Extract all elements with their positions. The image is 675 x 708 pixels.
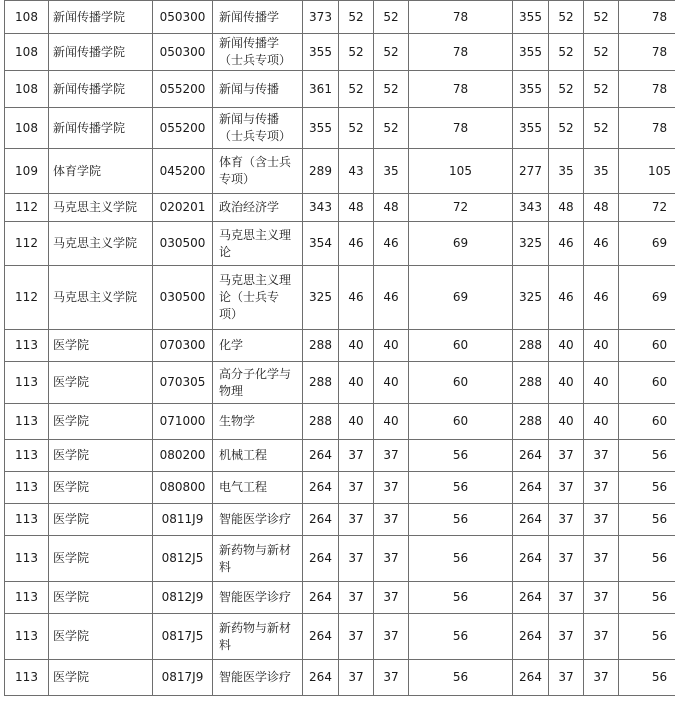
subject2-score-cell: 37	[374, 582, 409, 614]
subject3-score-cell: 69	[409, 266, 513, 330]
major-name-line: 新闻传播学	[219, 9, 280, 24]
subject1-score-2-cell: 37	[549, 660, 584, 696]
subject2-score-2-cell: 35	[584, 149, 619, 194]
college-cell: 医学院	[49, 536, 153, 582]
major-code-cell: 080800	[153, 472, 213, 504]
subject3-score-2-cell: 56	[619, 614, 675, 660]
subject3-score-cell: 56	[409, 536, 513, 582]
major-code-cell: 070305	[153, 362, 213, 404]
college-cell: 医学院	[49, 404, 153, 440]
major-code-cell: 050300	[153, 1, 213, 34]
major-name-line: 生物学	[219, 414, 256, 428]
subject2-score-2-cell: 52	[584, 71, 619, 108]
major-name-line: 新闻与传播	[219, 81, 280, 96]
major-code-cell: 055200	[153, 71, 213, 108]
unit-code-cell: 113	[5, 330, 49, 362]
table-row	[5, 194, 675, 222]
subject1-score-cell: 52	[339, 71, 374, 108]
unit-code-cell: 113	[5, 504, 49, 536]
subject1-score-2-cell: 40	[549, 330, 584, 362]
subject3-score-cell: 60	[409, 362, 513, 404]
subject3-score-2-cell: 56	[619, 536, 675, 582]
major-name-line: 体育（含士兵	[219, 155, 292, 169]
subject2-score-cell: 37	[374, 660, 409, 696]
major-name-cell	[213, 34, 303, 71]
table-row	[5, 362, 675, 404]
major-code-cell: 0812J9	[153, 582, 213, 614]
subject1-score-cell: 43	[339, 149, 374, 194]
subject3-score-2-cell: 69	[619, 266, 675, 330]
subject1-score-2-cell: 35	[549, 149, 584, 194]
subject2-score-cell: 37	[374, 614, 409, 660]
major-code-cell: 0812J5	[153, 536, 213, 582]
total-score-cell: 288	[303, 362, 339, 404]
subject1-score-cell: 40	[339, 330, 374, 362]
major-name-line: 化学	[219, 338, 244, 352]
subject3-score-cell: 60	[409, 330, 513, 362]
subject1-score-2-cell: 52	[549, 1, 584, 34]
total-score-cell: 373	[303, 1, 339, 34]
major-name-cell	[213, 614, 303, 660]
subject1-score-cell: 52	[339, 108, 374, 149]
major-code-cell: 030500	[153, 222, 213, 266]
subject3-score-cell: 60	[409, 404, 513, 440]
subject3-score-cell: 69	[409, 222, 513, 266]
unit-code-cell: 113	[5, 440, 49, 472]
major-name-line: 电气工程	[219, 480, 268, 494]
table-row	[5, 440, 675, 472]
total-score-cell: 354	[303, 222, 339, 266]
total-score-2-cell: 343	[513, 194, 549, 222]
subject3-score-2-cell: 56	[619, 582, 675, 614]
subject2-score-cell: 35	[374, 149, 409, 194]
subject2-score-2-cell: 37	[584, 536, 619, 582]
college-cell: 医学院	[49, 362, 153, 404]
major-code-cell: 080200	[153, 440, 213, 472]
major-name-line: 新药物与新材	[219, 542, 292, 557]
subject3-score-cell: 78	[409, 34, 513, 71]
subject1-score-2-cell: 37	[549, 536, 584, 582]
college-cell: 新闻传播学院	[49, 1, 153, 34]
subject2-score-2-cell: 48	[584, 194, 619, 222]
unit-code-cell: 108	[5, 71, 49, 108]
total-score-2-cell: 355	[513, 1, 549, 34]
subject3-score-cell: 56	[409, 582, 513, 614]
total-score-cell: 325	[303, 266, 339, 330]
major-code-cell: 0817J9	[153, 660, 213, 696]
unit-code-cell: 109	[5, 149, 49, 194]
subject3-score-2-cell: 72	[619, 194, 675, 222]
table-row	[5, 266, 675, 330]
subject2-score-cell: 46	[374, 222, 409, 266]
major-name-cell	[213, 1, 303, 34]
college-cell: 医学院	[49, 660, 153, 696]
subject1-score-cell: 37	[339, 440, 374, 472]
unit-code-cell: 113	[5, 582, 49, 614]
subject1-score-2-cell: 37	[549, 472, 584, 504]
subject3-score-2-cell: 78	[619, 34, 675, 71]
subject3-score-2-cell: 56	[619, 504, 675, 536]
unit-code-cell: 108	[5, 34, 49, 71]
total-score-cell: 264	[303, 614, 339, 660]
subject2-score-cell: 37	[374, 536, 409, 582]
major-name-cell	[213, 330, 303, 362]
major-name-line: 马克思主义理	[219, 273, 292, 287]
subject2-score-cell: 37	[374, 440, 409, 472]
major-name-cell	[213, 504, 303, 536]
major-name-line: 料	[219, 637, 232, 652]
college-cell: 医学院	[49, 504, 153, 536]
major-code-cell: 0817J5	[153, 614, 213, 660]
subject1-score-2-cell: 52	[549, 34, 584, 71]
total-score-2-cell: 277	[513, 149, 549, 194]
total-score-2-cell: 264	[513, 660, 549, 696]
subject2-score-2-cell: 37	[584, 582, 619, 614]
major-name-cell	[213, 440, 303, 472]
total-score-2-cell: 288	[513, 404, 549, 440]
subject2-score-2-cell: 37	[584, 472, 619, 504]
subject2-score-2-cell: 52	[584, 108, 619, 149]
subject3-score-cell: 78	[409, 71, 513, 108]
subject2-score-2-cell: 52	[584, 1, 619, 34]
major-name-line: 新闻与传播	[219, 112, 280, 126]
table-row	[5, 71, 675, 108]
unit-code-cell: 108	[5, 108, 49, 149]
subject1-score-cell: 52	[339, 1, 374, 34]
subject1-score-cell: 52	[339, 34, 374, 71]
subject3-score-cell: 56	[409, 504, 513, 536]
subject1-score-2-cell: 40	[549, 362, 584, 404]
subject2-score-cell: 37	[374, 504, 409, 536]
table-row	[5, 330, 675, 362]
subject2-score-2-cell: 46	[584, 266, 619, 330]
table-row	[5, 149, 675, 194]
subject1-score-2-cell: 37	[549, 614, 584, 660]
subject1-score-2-cell: 40	[549, 404, 584, 440]
subject1-score-cell: 48	[339, 194, 374, 222]
major-name-line: （士兵专项）	[219, 53, 292, 67]
subject1-score-cell: 37	[339, 472, 374, 504]
total-score-2-cell: 264	[513, 504, 549, 536]
unit-code-cell: 112	[5, 194, 49, 222]
table-row	[5, 34, 675, 71]
total-score-cell: 264	[303, 660, 339, 696]
subject1-score-cell: 37	[339, 536, 374, 582]
college-cell: 马克思主义学院	[49, 222, 153, 266]
subject2-score-cell: 52	[374, 108, 409, 149]
unit-code-cell: 108	[5, 1, 49, 34]
subject1-score-2-cell: 37	[549, 440, 584, 472]
subject3-score-cell: 72	[409, 194, 513, 222]
subject3-score-cell: 56	[409, 472, 513, 504]
total-score-2-cell: 288	[513, 330, 549, 362]
subject3-score-cell: 78	[409, 108, 513, 149]
subject3-score-2-cell: 78	[619, 1, 675, 34]
major-name-line: 物理	[219, 383, 244, 398]
college-cell: 马克思主义学院	[49, 194, 153, 222]
subject3-score-cell: 78	[409, 1, 513, 34]
major-code-cell: 0811J9	[153, 504, 213, 536]
total-score-2-cell: 264	[513, 472, 549, 504]
subject2-score-2-cell: 46	[584, 222, 619, 266]
total-score-2-cell: 264	[513, 536, 549, 582]
table-row	[5, 1, 675, 34]
major-name-line: 新药物与新材	[219, 620, 292, 635]
table-row	[5, 660, 675, 696]
total-score-2-cell: 355	[513, 108, 549, 149]
subject2-score-cell: 52	[374, 1, 409, 34]
college-cell: 医学院	[49, 472, 153, 504]
college-cell: 新闻传播学院	[49, 34, 153, 71]
major-name-cell	[213, 536, 303, 582]
unit-code-cell: 113	[5, 614, 49, 660]
table-row	[5, 614, 675, 660]
total-score-cell: 288	[303, 404, 339, 440]
subject1-score-cell: 37	[339, 582, 374, 614]
total-score-cell: 355	[303, 108, 339, 149]
table-row	[5, 222, 675, 266]
subject3-score-2-cell: 105	[619, 149, 675, 194]
subject2-score-2-cell: 40	[584, 404, 619, 440]
total-score-2-cell: 355	[513, 34, 549, 71]
major-name-line: 新闻传播学	[219, 36, 280, 50]
college-cell: 医学院	[49, 440, 153, 472]
subject1-score-cell: 40	[339, 362, 374, 404]
subject1-score-2-cell: 48	[549, 194, 584, 222]
subject3-score-cell: 56	[409, 660, 513, 696]
major-name-line: 智能医学诊疗	[219, 670, 292, 684]
subject1-score-cell: 46	[339, 222, 374, 266]
table-body	[5, 1, 675, 696]
college-cell: 马克思主义学院	[49, 266, 153, 330]
unit-code-cell: 112	[5, 266, 49, 330]
subject2-score-2-cell: 37	[584, 614, 619, 660]
subject1-score-cell: 46	[339, 266, 374, 330]
college-cell: 医学院	[49, 614, 153, 660]
table-row	[5, 472, 675, 504]
major-name-line: 高分子化学与	[219, 366, 292, 381]
subject2-score-cell: 40	[374, 362, 409, 404]
subject2-score-2-cell: 40	[584, 330, 619, 362]
subject2-score-cell: 52	[374, 34, 409, 71]
subject1-score-cell: 37	[339, 504, 374, 536]
subject1-score-2-cell: 46	[549, 266, 584, 330]
total-score-2-cell: 288	[513, 362, 549, 404]
subject2-score-2-cell: 40	[584, 362, 619, 404]
subject3-score-cell: 56	[409, 440, 513, 472]
unit-code-cell: 113	[5, 404, 49, 440]
college-cell: 医学院	[49, 330, 153, 362]
subject1-score-2-cell: 52	[549, 108, 584, 149]
major-name-cell	[213, 582, 303, 614]
major-name-cell	[213, 108, 303, 149]
total-score-2-cell: 325	[513, 222, 549, 266]
subject1-score-2-cell: 52	[549, 71, 584, 108]
total-score-cell: 289	[303, 149, 339, 194]
major-code-cell: 055200	[153, 108, 213, 149]
total-score-2-cell: 325	[513, 266, 549, 330]
major-name-cell	[213, 222, 303, 266]
college-cell: 新闻传播学院	[49, 108, 153, 149]
total-score-2-cell: 355	[513, 71, 549, 108]
score-table	[4, 0, 675, 696]
subject2-score-cell: 48	[374, 194, 409, 222]
college-cell: 新闻传播学院	[49, 71, 153, 108]
subject3-score-2-cell: 56	[619, 440, 675, 472]
subject2-score-cell: 40	[374, 330, 409, 362]
college-cell: 医学院	[49, 582, 153, 614]
major-name-cell	[213, 266, 303, 330]
subject3-score-2-cell: 56	[619, 472, 675, 504]
subject2-score-cell: 46	[374, 266, 409, 330]
subject2-score-2-cell: 37	[584, 660, 619, 696]
subject1-score-cell: 37	[339, 614, 374, 660]
major-name-line: 专项）	[219, 172, 256, 186]
total-score-cell: 288	[303, 330, 339, 362]
unit-code-cell: 113	[5, 362, 49, 404]
subject3-score-2-cell: 60	[619, 404, 675, 440]
subject3-score-cell: 105	[409, 149, 513, 194]
subject3-score-cell: 56	[409, 614, 513, 660]
total-score-cell: 361	[303, 71, 339, 108]
major-name-line: 智能医学诊疗	[219, 590, 292, 604]
college-cell: 体育学院	[49, 149, 153, 194]
subject1-score-2-cell: 46	[549, 222, 584, 266]
major-name-line: 马克思主义理	[219, 227, 292, 242]
subject1-score-2-cell: 37	[549, 582, 584, 614]
unit-code-cell: 113	[5, 472, 49, 504]
subject3-score-2-cell: 60	[619, 330, 675, 362]
total-score-2-cell: 264	[513, 582, 549, 614]
total-score-cell: 264	[303, 582, 339, 614]
major-name-cell	[213, 194, 303, 222]
total-score-2-cell: 264	[513, 440, 549, 472]
unit-code-cell: 113	[5, 660, 49, 696]
total-score-cell: 264	[303, 440, 339, 472]
subject1-score-cell: 40	[339, 404, 374, 440]
major-name-line: 机械工程	[219, 448, 268, 462]
major-name-cell	[213, 660, 303, 696]
subject3-score-2-cell: 69	[619, 222, 675, 266]
major-code-cell: 045200	[153, 149, 213, 194]
total-score-cell: 343	[303, 194, 339, 222]
subject1-score-2-cell: 37	[549, 504, 584, 536]
total-score-cell: 264	[303, 472, 339, 504]
subject3-score-2-cell: 56	[619, 660, 675, 696]
subject3-score-2-cell: 78	[619, 108, 675, 149]
subject2-score-cell: 40	[374, 404, 409, 440]
table-row	[5, 536, 675, 582]
major-code-cell: 071000	[153, 404, 213, 440]
table-row	[5, 108, 675, 149]
major-code-cell: 020201	[153, 194, 213, 222]
total-score-2-cell: 264	[513, 614, 549, 660]
major-name-cell	[213, 472, 303, 504]
subject2-score-cell: 37	[374, 472, 409, 504]
major-name-cell	[213, 149, 303, 194]
major-code-cell: 050300	[153, 34, 213, 71]
subject2-score-cell: 52	[374, 71, 409, 108]
major-name-line: 智能医学诊疗	[219, 512, 292, 526]
subject3-score-2-cell: 60	[619, 362, 675, 404]
unit-code-cell: 112	[5, 222, 49, 266]
major-name-line: 料	[219, 559, 232, 574]
table-row	[5, 404, 675, 440]
major-name-line: 论（士兵专	[219, 290, 280, 304]
major-name-line: （士兵专项）	[219, 129, 292, 143]
subject1-score-cell: 37	[339, 660, 374, 696]
total-score-cell: 264	[303, 536, 339, 582]
table-row	[5, 504, 675, 536]
major-code-cell: 070300	[153, 330, 213, 362]
major-name-line: 政治经济学	[219, 200, 280, 214]
total-score-cell: 355	[303, 34, 339, 71]
major-name-cell	[213, 71, 303, 108]
subject3-score-2-cell: 78	[619, 71, 675, 108]
major-code-cell: 030500	[153, 266, 213, 330]
major-name-line: 项）	[219, 307, 244, 321]
table-row	[5, 582, 675, 614]
unit-code-cell: 113	[5, 536, 49, 582]
subject2-score-2-cell: 37	[584, 440, 619, 472]
major-name-cell	[213, 404, 303, 440]
major-name-line: 论	[219, 244, 232, 259]
major-name-cell	[213, 362, 303, 404]
subject2-score-2-cell: 37	[584, 504, 619, 536]
total-score-cell: 264	[303, 504, 339, 536]
subject2-score-2-cell: 52	[584, 34, 619, 71]
